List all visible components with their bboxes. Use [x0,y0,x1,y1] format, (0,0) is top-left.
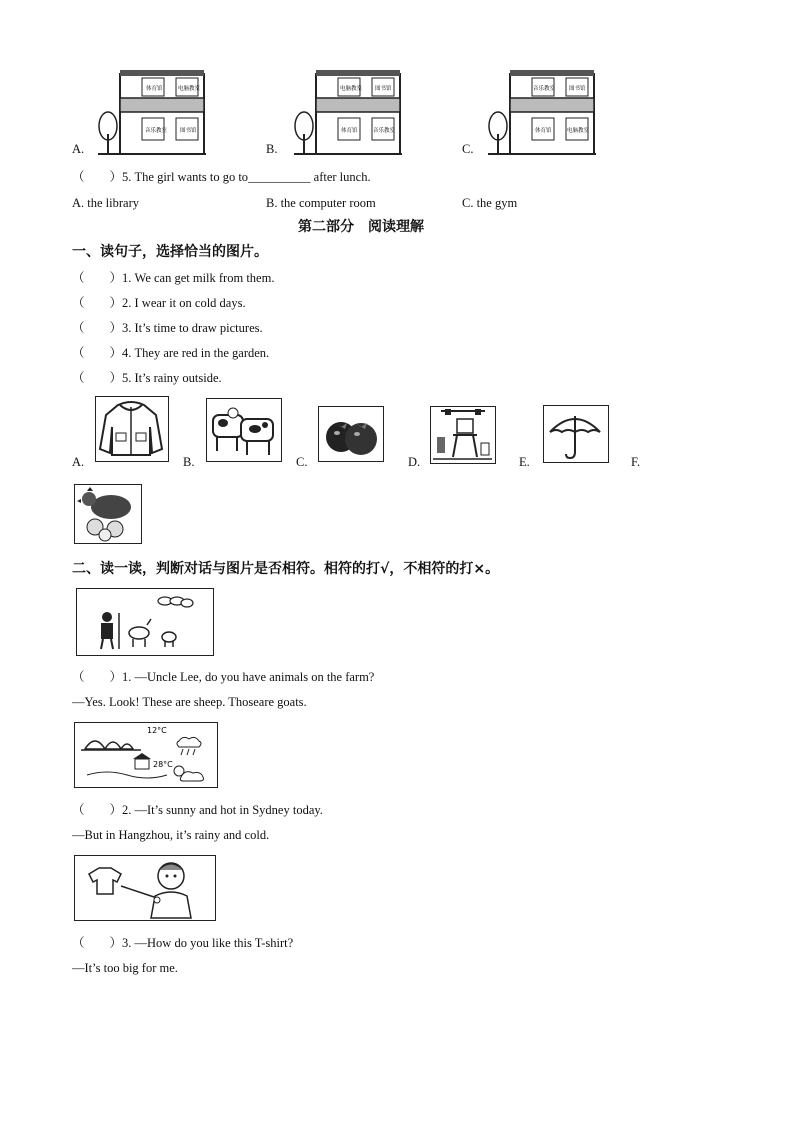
sec1-title: 一、读句子，选择恰当的图片。 [72,244,268,260]
svg-text:图书馆: 图书馆 [569,86,586,92]
svg-text:电脑教室: 电脑教室 [340,86,363,92]
svg-text:音乐教室: 音乐教室 [533,86,556,92]
building-option-c [462,68,602,158]
building-option-a [72,68,212,158]
room-label: 体育馆 [146,86,163,92]
pic-label-c: C. [296,455,308,469]
q5-question: （ ）5. The girl wants to go to__________ after lunch. [72,170,371,184]
svg-text:电脑教室: 电脑教室 [567,128,590,134]
svg-text:图书馆: 图书馆 [180,128,197,134]
sec2-dialog-2-q: （ ）2. —It’s sunny and hot in Sydney today. [72,803,323,817]
farm-icon [76,588,214,656]
svg-text:体育馆: 体育馆 [535,128,552,134]
svg-text:音乐教室: 音乐教室 [145,128,168,134]
q5-option-c: C. the gym [462,196,518,210]
answer-paren[interactable]: （ ） [72,271,123,285]
option-letter: B. [266,142,278,156]
svg-text:电脑教室: 电脑教室 [178,86,201,92]
sec1-item-1: （ ）1. We can get milk from them. [72,271,275,285]
weather-icon [74,722,218,788]
pic-label-f: F. [631,455,641,469]
sec1-item-3: （ ）3. It’s time to draw pictures. [72,321,263,335]
pic-label-a: A. [72,455,85,469]
cows-icon [206,398,282,462]
temp-sydney: 12°C [147,726,167,735]
sec2-dialog-3-q: （ ）3. —How do you like this T-shirt? [72,936,294,950]
q5-option-a: A. the library [72,196,139,210]
svg-text:图书馆: 图书馆 [375,86,392,92]
answer-paren[interactable]: （ ） [72,936,123,950]
temp-hangzhou: 28°C [153,760,173,769]
sec2-dialog-2-a: —But in Hangzhou, it’s rainy and cold. [72,828,270,842]
pic-label-e: E. [519,455,530,469]
svg-text:体育馆: 体育馆 [341,128,358,134]
school-building-icon [484,68,599,156]
answer-paren[interactable]: （ ） [72,170,123,184]
q5-option-b: B. the computer room [266,196,376,210]
answer-paren[interactable]: （ ） [72,296,123,310]
hen-chicks-icon [74,484,142,544]
answer-paren[interactable]: （ ） [72,670,123,684]
building-option-b [266,68,406,158]
answer-paren[interactable]: （ ） [72,371,123,385]
sec2-dialog-1-a: —Yes. Look! These are sheep. Thoseare goats. [72,695,307,709]
sec1-item-5: （ ）5. It’s rainy outside. [72,371,222,385]
answer-paren[interactable]: （ ） [72,803,123,817]
sec2-title: 二、读一读，判断对话与图片是否相符。相符的打√，不相符的打×。 [72,561,500,577]
option-letter: A. [72,142,85,156]
jacket-icon [95,396,169,462]
tomatoes-icon [318,406,384,462]
pic-label-d: D. [408,455,421,469]
sec2-dialog-3-a: —It’s too big for me. [72,961,178,975]
umbrella-icon [543,405,609,463]
sec1-item-2: （ ）2. I wear it on cold days. [72,296,246,310]
pic-label-b: B. [183,455,195,469]
boy-shirt-icon [74,855,216,921]
drawing-easel-icon [430,406,496,464]
answer-paren[interactable]: （ ） [72,346,123,360]
answer-paren[interactable]: （ ） [72,321,123,335]
sec2-dialog-1-q: （ ）1. —Uncle Lee, do you have animals on the farm? [72,670,375,684]
school-building-icon [290,68,405,156]
part2-title: 第二部分 阅读理解 [298,219,424,235]
option-letter: C. [462,142,474,156]
school-building-icon [94,68,209,156]
sec1-item-4: （ ）4. They are red in the garden. [72,346,270,360]
svg-text:音乐教室: 音乐教室 [373,128,396,134]
